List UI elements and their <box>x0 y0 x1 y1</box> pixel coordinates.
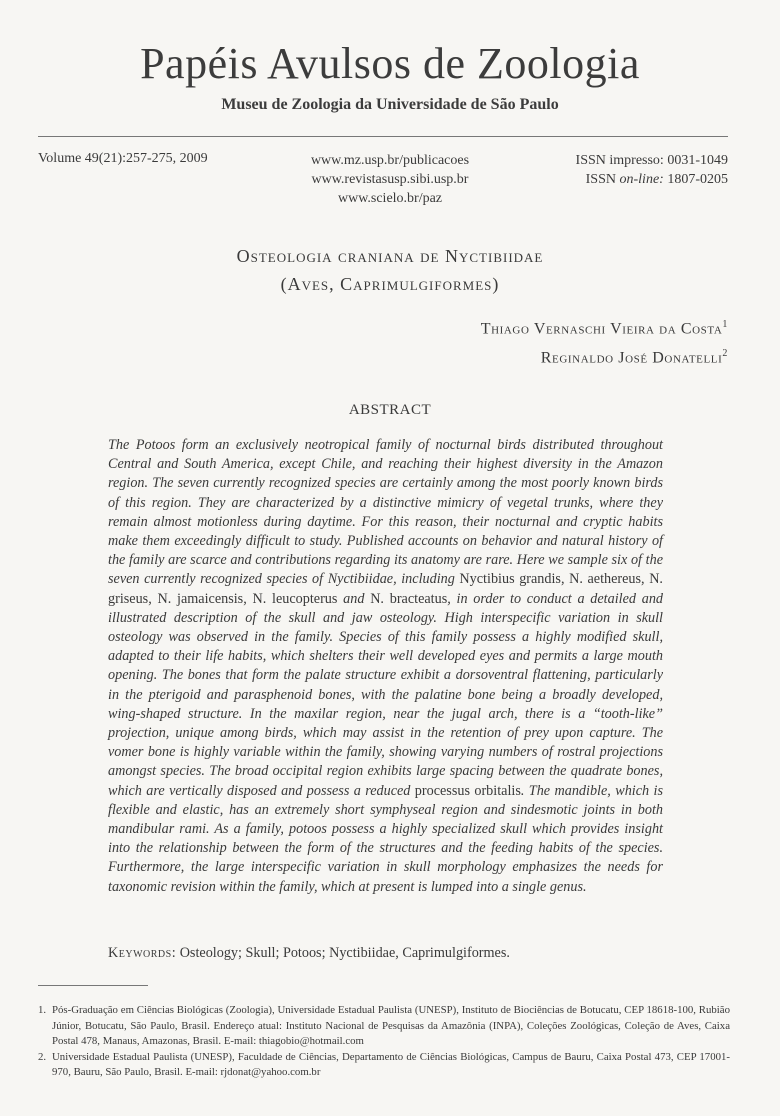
species-name: N. bracteatus <box>370 590 448 607</box>
issn-info <box>576 151 728 189</box>
author-list <box>481 312 728 371</box>
issn-online <box>576 170 728 189</box>
volume-info: Volume 49(21):257-275, 2009 <box>38 151 208 166</box>
url-link[interactable]: www.revistasusp.sibi.usp.br <box>311 172 469 187</box>
url-link[interactable]: www.mz.usp.br/publicacoes <box>310 153 470 168</box>
abstract-part-1: The Potoos form an exclusively neotropical family of nocturnal birds distributed throughout Central and South America, except Chile, and reaching their highest diversity in the Amazon region. The seven currently recognized species are certainly among the most poorly known birds of this region. They are characterized by a distinctive mimicry of vegetal trunks, where they remain almost motionless during daytime. For this reason, their nocturnal and cryptic habits make them exceedingly difficult to study. Published accounts on behavior and natural history of the family are scarce and contributions regarding its anatomy are rare. Here we sample six of the seven currently recognized species of Nyctibiidae, including <box>108 437 663 588</box>
conjunction: and <box>337 590 371 607</box>
issn-online-prefix: ISSN <box>585 172 620 187</box>
abstract-part-2: , in order to conduct a detailed and illustrated description of the skull and jaw osteology. High interspecific variation in skull osteology was observed in the family. Species of this family possess a highly modified skull, adapted to their life habits, which shelters their well developed eyes and permits a large mouth opening. The bones that form the palate structure exhibit a dorsoventral flattening, particularly in the pterigoid and parasphenoid bones, with the palatine bone being a broadly developed, wing-shaped structure. In the maxilar region, near the jugal arch, there is a “tooth-like” projection, unique among birds, which may assist in the retention of prey upon capture. The vomer bone is highly variable within the family, showing varying numbers of rostral projections amongst species. The broad occipital region exhibits large spacing between the quadrate bones, which are vertically disposed and possess a reduced <box>108 590 664 799</box>
footnotes <box>38 1003 730 1081</box>
footnote-number: 2. <box>38 1050 47 1063</box>
keywords <box>108 945 510 962</box>
footnote-text: Universidade Estadual Paulista (UNESP), Faculdade de Ciências, Departamento de Ciências Biológicas, Campus de Bauru, Caixa Postal 473, CEP 17001-970, Bauru, São Paulo, Brasil. E-mail: rjdonat@yahoo.com.br <box>52 1050 730 1078</box>
footnote-text: Pós-Graduação em Ciências Biológicas (Zoologia), Universidade Estadual Paulista (UNESP), Instituto de Biociências de Botucatu, CEP 18618-100, Rubião Júnior, Botucatu, São Paulo, Brasil. Endereço atual: Instituto Nacional de Pesquisas da Amazônia (INPA), Coleções Zoológicas, Coleção de Aves, Caixa Postal 478, Manaus, Amazonas, Brasil. E-mail: thiagobio@hotmail.com <box>52 1004 730 1047</box>
species-list: Nyctibius grandis, N. aethereus, N. griseus, N. jamaicensis, N. leucopterus <box>108 571 663 607</box>
journal-urls <box>250 151 530 208</box>
affiliation-mark[interactable]: 2 <box>722 348 728 360</box>
keywords-text: Osteology; Skull; Potoos; Nyctibiidae, Caprimulgiformes. <box>176 945 510 961</box>
issn-print-value: 0031-1049 <box>667 153 728 168</box>
footnote-number: 1. <box>38 1004 47 1016</box>
issn-print-label: ISSN impresso: <box>575 153 668 168</box>
article-title-line-1: Osteologia craniana de Nyctibiidae <box>236 246 544 266</box>
abstract-heading: ABSTRACT <box>348 402 432 418</box>
author-name: Reginaldo José Donatelli <box>540 349 723 367</box>
journal-title: Papéis Avulsos de Zoologia <box>140 39 640 88</box>
issn-print <box>576 151 728 170</box>
article-title-line-2: (Aves, Caprimulgiformes) <box>280 274 500 294</box>
affiliation-mark[interactable]: 1 <box>722 319 728 330</box>
author-name: Thiago Vernaschi Vieira da Costa <box>480 320 723 338</box>
footnote <box>38 1003 730 1050</box>
issn-online-value: 1807-0205 <box>663 172 728 187</box>
footnote-divider <box>38 985 148 986</box>
anatomical-term: processus orbitalis <box>414 782 521 799</box>
author <box>481 312 728 341</box>
issn-online-label: on-line: <box>619 172 664 187</box>
url-link[interactable]: www.scielo.br/paz <box>337 191 443 206</box>
abstract-text <box>108 436 663 897</box>
footnote <box>38 1050 730 1081</box>
keywords-label: Keywords: <box>108 945 177 961</box>
author <box>481 341 728 370</box>
article-title <box>0 242 780 298</box>
abstract-part-3: . The mandible, which is flexible and elastic, has an extremely short symphyseal region and sindesmotic joints in both mandibular rami. As a family, potoos possess a highly specialized skull which provides insight into the relationship between the form of the structures and the feeding habits of the species. Furthermore, the large interspecific variation in skull morphology emphasizes the needs for taxonomic revision within the family, which at present is lumped into a single genus. <box>108 782 663 895</box>
journal-subtitle: Museu de Zoologia da Universidade de São Paulo <box>221 96 559 113</box>
header-divider <box>38 136 728 137</box>
